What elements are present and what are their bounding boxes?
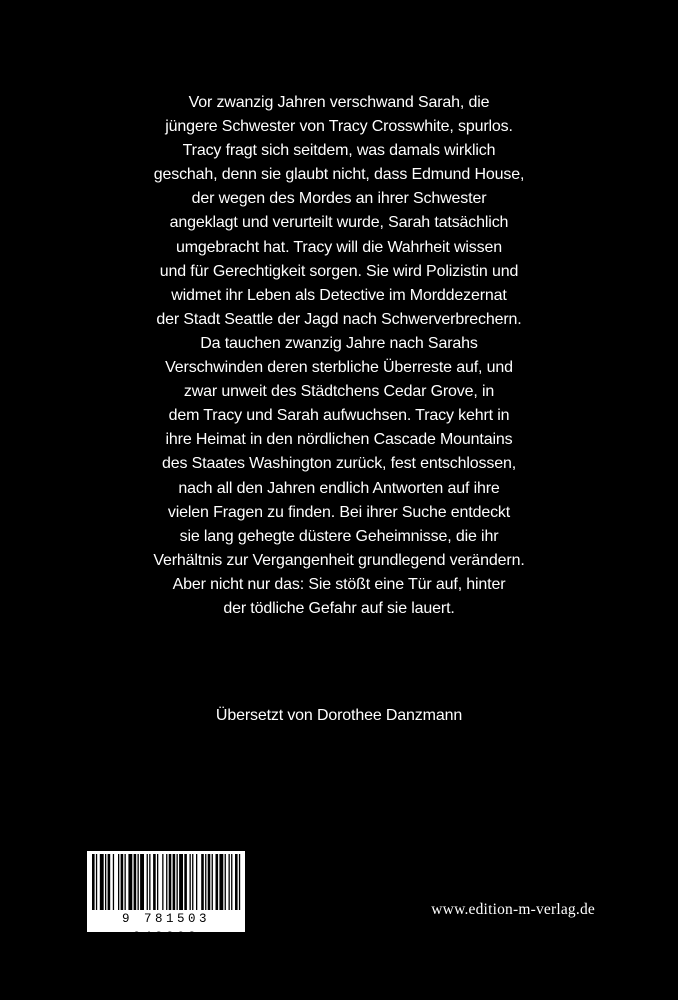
blurb-line: Tracy fragt sich seitdem, was damals wirklich bbox=[182, 142, 496, 160]
barcode-bar bbox=[219, 854, 223, 910]
barcode-bar bbox=[125, 854, 126, 910]
barcode-bar bbox=[134, 854, 137, 910]
barcode-bar bbox=[118, 854, 119, 910]
barcode-bar bbox=[169, 854, 172, 910]
blurb-line: des Staates Washington zurück, fest entschlossen, bbox=[161, 455, 517, 473]
barcode-bar bbox=[113, 854, 114, 910]
barcode-bar bbox=[216, 854, 219, 910]
isbn-barcode bbox=[87, 851, 245, 944]
translator-credit: Übersetzt von Dorothee Danzmann bbox=[215, 707, 463, 724]
barcode-bar bbox=[157, 854, 158, 910]
barcode-icon bbox=[91, 854, 241, 910]
barcode-bar bbox=[179, 854, 183, 910]
blurb-line: der wegen des Mordes an ihrer Schwester bbox=[191, 190, 487, 208]
barcode-bar bbox=[96, 854, 97, 910]
blurb-line: sie lang gehegte düstere Geheimnisse, die ihr bbox=[179, 527, 499, 545]
blurb-line: Da tauchen zwanzig Jahre nach Sarahs bbox=[200, 334, 478, 352]
barcode-bar bbox=[235, 854, 238, 910]
blurb-line: der Stadt Seattle der Jagd nach Schwerverbrechern. bbox=[156, 310, 522, 328]
barcode-bar bbox=[140, 854, 144, 910]
barcode-bar bbox=[153, 854, 156, 910]
blurb-line: vielen Fragen zu finden. Bei ihrer Suche entdeckt bbox=[167, 503, 511, 521]
blurb-line: Verschwinden deren sterbliche Überreste auf, und bbox=[165, 359, 513, 377]
isbn-number: 9 781503 948303 bbox=[121, 912, 210, 944]
blurb-line: widmet ihr Leben als Detective im Morddezernat bbox=[171, 286, 507, 304]
blurb-line: Vor zwanzig Jahren verschwand Sarah, die bbox=[188, 94, 490, 111]
blurb-line: nach all den Jahren endlich Antworten auf ihre bbox=[178, 479, 500, 497]
barcode-bar bbox=[121, 854, 124, 910]
barcode-bar bbox=[177, 854, 178, 910]
blurb-line: ihre Heimat in den nördlichen Cascade Mountains bbox=[165, 431, 513, 449]
barcode-bar bbox=[231, 854, 232, 910]
blurb-text bbox=[40, 91, 638, 621]
barcode-bar bbox=[138, 854, 139, 910]
blurb-line: jüngere Schwester von Tracy Crosswhite, spurlos. bbox=[165, 118, 513, 136]
barcode-bar bbox=[201, 854, 204, 910]
barcode-bar bbox=[205, 854, 206, 910]
barcode-bar bbox=[105, 854, 106, 910]
barcode-bar bbox=[92, 854, 95, 910]
barcode-bar bbox=[100, 854, 104, 910]
barcode-bar bbox=[229, 854, 230, 910]
blurb-line: umgebracht hat. Tracy will die Wahrheit wissen bbox=[176, 238, 502, 256]
blurb-line: angeklagt und verurteilt wurde, Sarah tatsächlich bbox=[169, 214, 509, 232]
barcode-bar bbox=[225, 854, 226, 910]
blurb-line: dem Tracy und Sarah aufwuchsen. Tracy kehrt in bbox=[168, 407, 510, 425]
blurb-line: geschah, denn sie glaubt nicht, dass Edmund House, bbox=[153, 166, 525, 184]
barcode-bar bbox=[147, 854, 148, 910]
barcode-bar bbox=[208, 854, 211, 910]
blurb-line: und für Gerechtigkeit sorgen. Sie wird Polizistin und bbox=[159, 262, 519, 280]
blurb-line: Aber nicht nur das: Sie stößt eine Tür auf, hinter bbox=[172, 575, 506, 593]
blurb-line: der tödliche Gefahr auf sie lauert. bbox=[223, 599, 455, 617]
barcode-bar bbox=[190, 854, 191, 910]
blurb-line: Verhältnis zur Vergangenheit grundlegend verändern. bbox=[153, 551, 525, 569]
barcode-bar bbox=[192, 854, 193, 910]
barcode-bar bbox=[162, 854, 163, 910]
barcode-bar bbox=[212, 854, 213, 910]
barcode-bar bbox=[166, 854, 167, 910]
barcode-bar bbox=[108, 854, 111, 910]
barcode-bar bbox=[128, 854, 132, 910]
publisher-website: www.edition-m-verlag.de bbox=[431, 901, 595, 918]
barcode-bar bbox=[196, 854, 197, 910]
barcode-bar bbox=[173, 854, 176, 910]
barcode-bar bbox=[239, 854, 240, 910]
blurb-line: zwar unweit des Städtchens Cedar Grove, in bbox=[183, 383, 495, 401]
barcode-bar bbox=[184, 854, 187, 910]
barcode-bar bbox=[149, 854, 150, 910]
